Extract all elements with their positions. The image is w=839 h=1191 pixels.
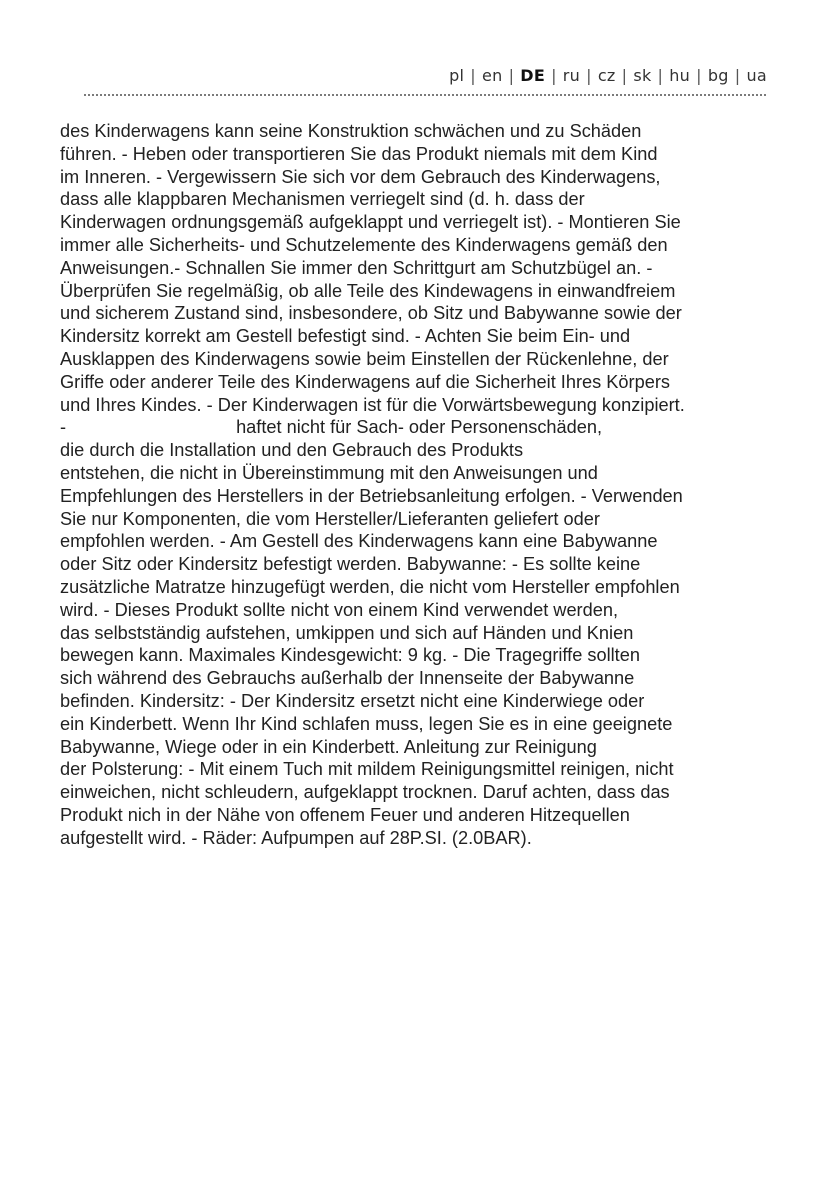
- language-link-de[interactable]: DE: [520, 66, 546, 85]
- text-line: befinden. Kindersitz: - Der Kindersitz ersetzt nicht eine Kinderwiege oder: [60, 690, 645, 711]
- text-line: Anweisungen.- Schnallen Sie immer den Schrittgurt am Schutzbügel an. -: [60, 257, 653, 278]
- text-line: empfohlen werden. - Am Gestell des Kinderwagens kann eine Babywanne: [60, 531, 658, 552]
- language-separator: |: [551, 66, 557, 85]
- text-line: einweichen, nicht schleudern, aufgeklappt trocknen. Daruf achten, dass das: [60, 782, 670, 803]
- gap-line-text: haftet nicht für Sach- oder Personenschäden,: [236, 417, 603, 438]
- language-separator: |: [470, 66, 476, 85]
- text-line: ein Kinderbett. Wenn Ihr Kind schlafen muss, legen Sie es in eine geeignete: [60, 713, 673, 734]
- text-line: und Ihres Kindes. - Der Kinderwagen ist für die Vorwärtsbewegung konzipiert.: [60, 394, 685, 415]
- language-separator: |: [621, 66, 628, 85]
- dotted-divider: [83, 93, 767, 97]
- text-line: Überprüfen Sie regelmäßig, ob alle Teile des Kindewagens in einwandfreiem: [60, 280, 676, 301]
- language-link-sk[interactable]: sk: [633, 66, 652, 85]
- text-line: Sie nur Komponenten, die vom Hersteller/Lieferanten geliefert oder: [60, 508, 600, 529]
- text-line: Kindersitz korrekt am Gestell befestigt sind. - Achten Sie beim Ein- und: [60, 326, 631, 347]
- body-text: [60, 120, 800, 850]
- language-separator: |: [696, 66, 702, 85]
- text-line: das selbstständig aufstehen, umkippen und sich auf Händen und Knien: [60, 622, 634, 643]
- text-line: Empfehlungen des Herstellers in der Betriebsanleitung erfolgen. - Verwenden: [60, 485, 683, 506]
- language-separator: |: [586, 66, 592, 85]
- language-link-ru[interactable]: ru: [562, 66, 581, 85]
- language-link-pl[interactable]: pl: [449, 66, 465, 85]
- text-line: Ausklappen des Kinderwagens sowie beim Einstellen der Rückenlehne, der: [60, 348, 669, 369]
- text-line: im Inneren. - Vergewissern Sie sich vor dem Gebrauch des Kinderwagens,: [60, 166, 661, 187]
- text-line: des Kinderwagens kann seine Konstruktion schwächen und zu Schäden: [60, 121, 642, 141]
- text-line: immer alle Sicherheits- und Schutzelemente des Kinderwagens gemäß den: [60, 234, 668, 255]
- language-selector: [449, 66, 767, 85]
- text-line: oder Sitz oder Kindersitz befestigt werden. Babywanne: - Es sollte keine: [60, 554, 641, 575]
- text-line-with-gap: [60, 416, 800, 439]
- text-line: die durch die Installation und den Gebrauch des Produkts: [60, 440, 524, 461]
- text-line: sich während des Gebrauchs außerhalb der Innenseite der Babywanne: [60, 668, 635, 689]
- text-line: bewegen kann. Maximales Kindesgewicht: 9 kg. - Die Tragegriffe sollten: [60, 645, 640, 666]
- text-line: zusätzliche Matratze hinzugefügt werden, die nicht vom Hersteller empfohlen: [60, 576, 680, 597]
- text-line: Griffe oder anderer Teile des Kinderwagens auf die Sicherheit Ihres Körpers: [60, 371, 670, 392]
- text-line: der Polsterung: - Mit einem Tuch mit mildem Reinigungsmittel reinigen, nicht: [60, 759, 674, 780]
- language-separator: |: [508, 66, 515, 85]
- language-link-ua[interactable]: ua: [746, 66, 767, 85]
- language-link-hu[interactable]: hu: [669, 66, 691, 85]
- text-line: führen. - Heben oder transportieren Sie das Produkt niemals mit dem Kind: [60, 143, 658, 164]
- text-line: dass alle klappbaren Mechanismen verriegelt sind (d. h. dass der: [60, 189, 585, 210]
- language-link-bg[interactable]: bg: [707, 66, 729, 85]
- language-link-en[interactable]: en: [481, 66, 503, 85]
- text-line: Babywanne, Wiege oder in ein Kinderbett. Anleitung zur Reinigung: [60, 736, 597, 757]
- language-link-cz[interactable]: cz: [597, 66, 616, 85]
- language-separator: |: [734, 66, 741, 85]
- language-separator: |: [657, 66, 664, 85]
- text-line: entstehen, die nicht in Übereinstimmung mit den Anweisungen und: [60, 462, 598, 483]
- text-line: aufgestellt wird. - Räder: Aufpumpen auf 28P.SI. (2.0BAR).: [60, 827, 532, 848]
- text-line: Produkt nich in der Nähe von offenem Feuer und anderen Hitzequellen: [60, 804, 630, 825]
- dash-lead: -: [60, 417, 67, 438]
- text-line: wird. - Dieses Produkt sollte nicht von einem Kind verwendet werden,: [60, 599, 619, 620]
- text-line: und sicherem Zustand sind, insbesondere, ob Sitz und Babywanne sowie der: [60, 303, 682, 324]
- text-line: Kinderwagen ordnungsgemäß aufgeklappt und verriegelt ist). - Montieren Sie: [60, 212, 681, 233]
